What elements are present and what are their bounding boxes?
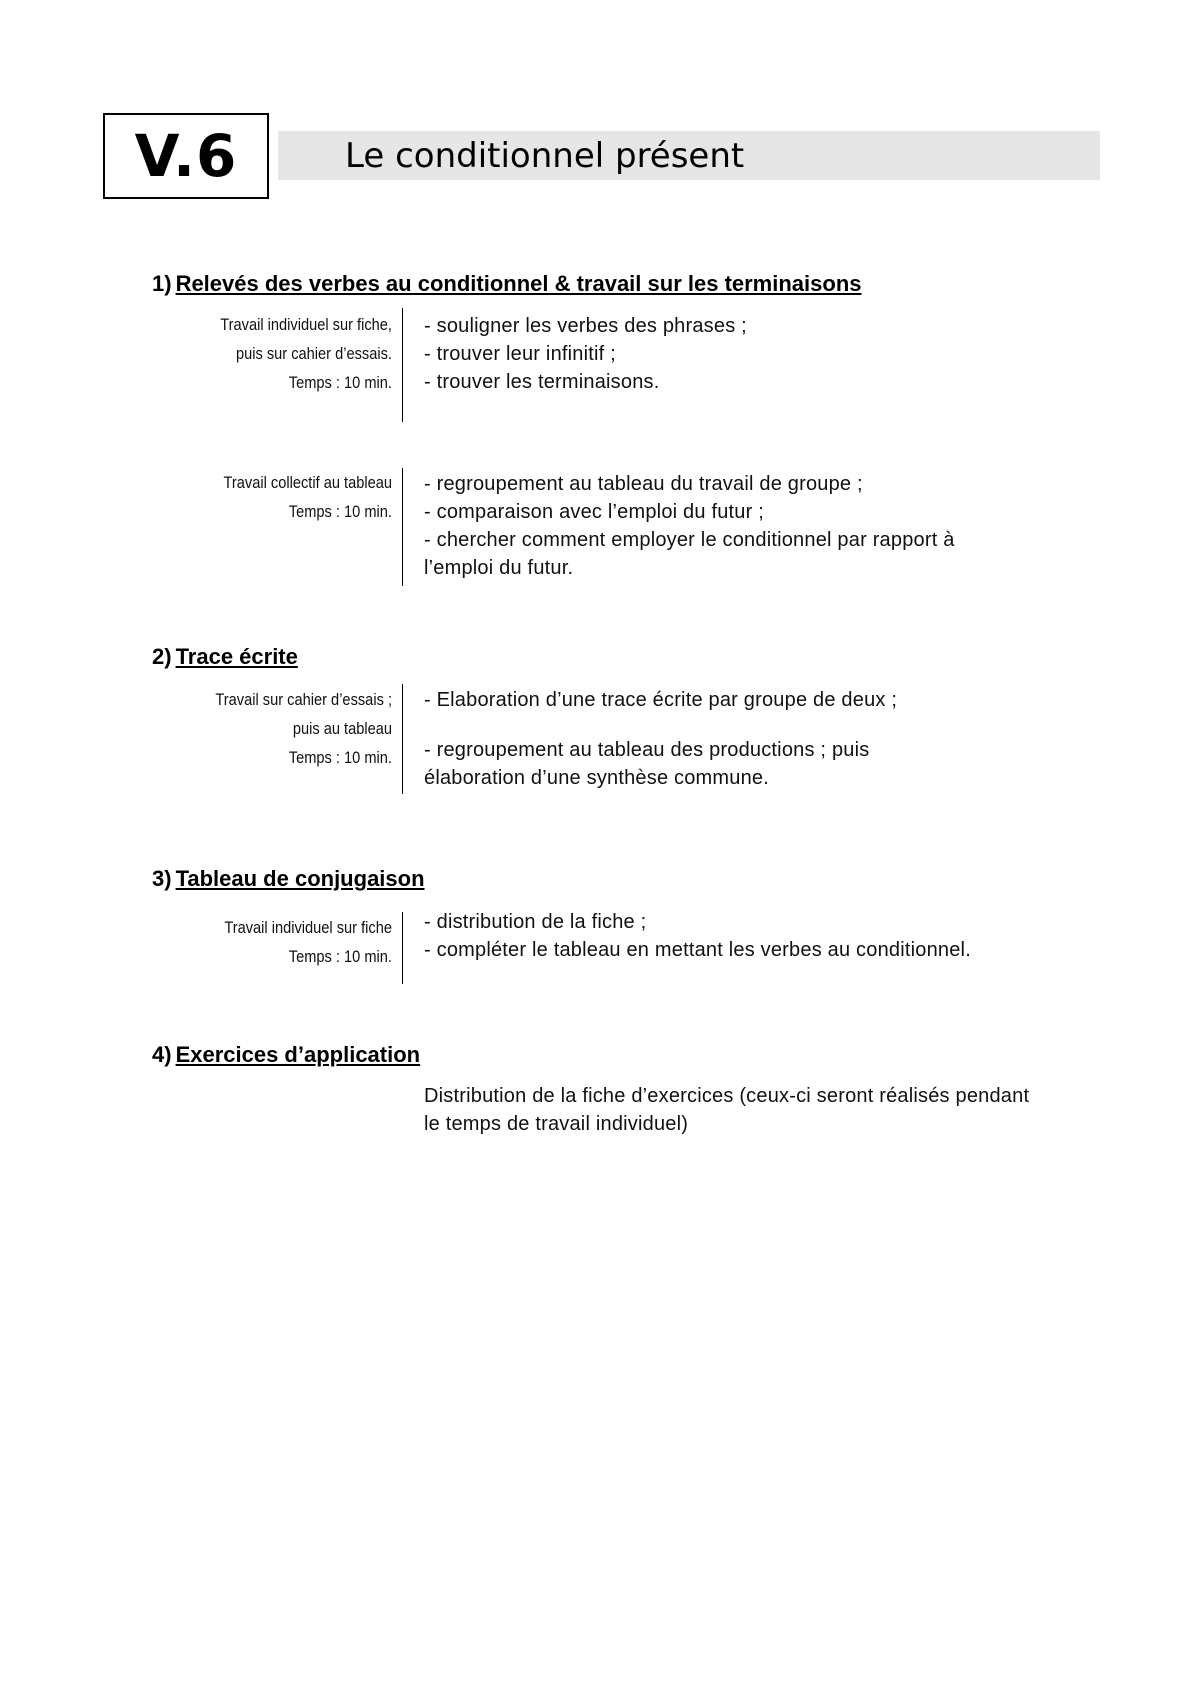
- section-title: Tableau de conjugaison: [175, 866, 425, 891]
- section-number: 3): [152, 866, 172, 891]
- divider-line: [402, 912, 403, 984]
- activity-line: - trouver les terminaisons.: [424, 371, 660, 393]
- activity-list: [424, 686, 897, 792]
- divider-line: [402, 684, 403, 794]
- activity-line: - distribution de la fiche ;: [424, 911, 647, 933]
- note-line: Travail individuel sur fiche: [224, 918, 392, 937]
- section-title: Trace écrite: [175, 644, 298, 669]
- activity-line: - compléter le tableau en mettant les verbes au conditionnel.: [424, 939, 971, 961]
- activity-line: - trouver leur infinitif ;: [424, 343, 616, 365]
- note-line: Temps : 10 min.: [288, 502, 392, 521]
- activity-line: - souligner les verbes des phrases ;: [424, 315, 747, 337]
- work-mode-note: [186, 310, 392, 397]
- work-mode-note: [186, 913, 392, 971]
- note-line: Temps : 10 min.: [288, 748, 392, 767]
- section-heading-3: [152, 865, 425, 893]
- section-heading-1: [152, 270, 862, 298]
- section-heading-4: [152, 1041, 420, 1069]
- note-line: Temps : 10 min.: [288, 947, 392, 966]
- divider-line: [402, 308, 403, 422]
- section-number: 4): [152, 1042, 172, 1067]
- activity-line: - Elaboration d’une trace écrite par groupe de deux ;: [424, 689, 898, 711]
- activity-line: le temps de travail individuel): [424, 1113, 689, 1135]
- section-title: Exercices d’application: [175, 1042, 421, 1067]
- work-mode-note: [186, 468, 392, 526]
- note-line: Travail individuel sur fiche,: [220, 315, 392, 334]
- activity-list: [424, 312, 747, 396]
- divider-line: [402, 468, 403, 586]
- activity-line: - chercher comment employer le conditionnel par rapport à: [424, 529, 955, 551]
- activity-list: [424, 470, 955, 582]
- activity-line: - regroupement au tableau des productions ; puis: [424, 739, 870, 761]
- activity-line: - comparaison avec l’emploi du futur ;: [424, 501, 764, 523]
- work-mode-note: [186, 685, 392, 772]
- page-title: Le conditionnel présent: [345, 136, 745, 176]
- section-title: Relevés des verbes au conditionnel & travail sur les terminaisons: [175, 271, 862, 296]
- activity-line: - regroupement au tableau du travail de groupe ;: [424, 473, 863, 495]
- note-line: puis au tableau: [292, 719, 392, 738]
- note-line: Travail collectif au tableau: [223, 473, 392, 492]
- note-line: Travail sur cahier d’essais ;: [215, 690, 392, 709]
- section-heading-2: [152, 643, 298, 671]
- activity-line: Distribution de la fiche d’exercices (ceux-ci seront réalisés pendant: [424, 1085, 1030, 1107]
- activity-list: [424, 908, 971, 964]
- note-line: Temps : 10 min.: [288, 373, 392, 392]
- lesson-number-badge: V.6: [103, 113, 269, 199]
- note-line: puis sur cahier d’essais.: [235, 344, 392, 363]
- section-number: 1): [152, 271, 172, 296]
- activity-line: l’emploi du futur.: [424, 557, 574, 579]
- activity-list: [424, 1082, 1029, 1138]
- activity-line: élaboration d’une synthèse commune.: [424, 767, 769, 789]
- section-number: 2): [152, 644, 172, 669]
